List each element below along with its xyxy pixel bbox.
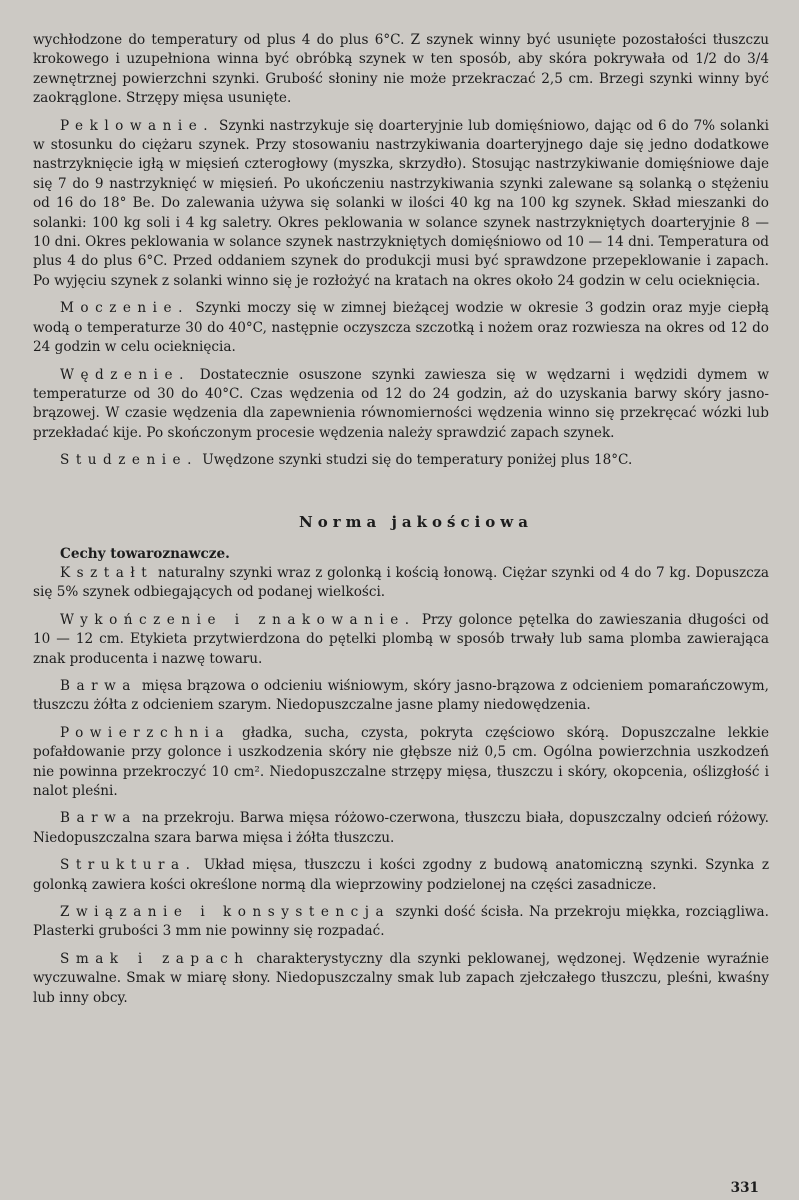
norm-text: naturalny szynki wraz z golonką i kością łonową. Ciężar szynki od 4 do 7 kg. Dopuszcza się 5% szynek odbiegających od podanej wielkości. [33, 564, 769, 601]
norm-term: Kształt [60, 564, 154, 581]
norm-paragraph [33, 724, 769, 802]
norm-text: Układ mięsa, tłuszczu i kości zgodny z budową anatomiczną szynki. Szynka z golonką zawiera kości określone normą dla wieprzowiny podzielonej na części zasadnicze. [33, 857, 769, 893]
norm-term: Barwa [60, 677, 137, 694]
paragraph-moczenie [33, 299, 769, 357]
norm-term: Powierzchnia [60, 724, 231, 741]
norm-paragraph [33, 677, 769, 716]
paragraph-peklowanie [33, 117, 769, 292]
norm-paragraph [33, 611, 769, 669]
norm-paragraph [33, 564, 769, 603]
term-studzenie: Studzenie. [60, 452, 198, 469]
norm-text: Przy golonce pętelka do zawieszania długości od 10 — 12 cm. Etykieta przytwierdzona do pętelki plombą w sposób trwały lub sama plomba zawierająca znak producenta i nazwę towaru. [33, 611, 769, 667]
norm-text: na przekroju. Barwa mięsa różowo-czerwona, tłuszczu biała, dopuszczalny odcień różowy. Niedopuszczalna szara barwa mięsa i żółta tłuszczu. [33, 810, 769, 846]
norm-text: szynki dość ścisła. Na przekroju miękka, rozciągliwa. Plasterki grubości 3 mm nie powinny się rozpadać. [33, 904, 769, 940]
norm-term: Smak i zapach [60, 950, 250, 967]
paragraph-intro-text: wychłodzone do temperatury od plus 4 do plus 6°C. Z szynek winny być usunięte pozostałości tłuszczu krokowego i uzupełniona winna być obróbką szynek w ten sposób, aby skóra pokrywała od 1/2 do 3/4 zewnętrznej powierzchni szynki. Grubość słoniny nie może przekraczać 2,5 cm. Brzegi szynki winny być zaokrąglone. Strzępy mięsa usunięte. [33, 32, 769, 107]
norm-term: Związanie i konsystencja [60, 904, 391, 921]
term-moczenie: Moczenie. [60, 300, 189, 317]
paragraph-wedzenie-text: Dostatecznie osuszone szynki zawiesza się w wędzarni i wędzidi dymem w temperaturze od 30 do 40°C. Czas wędzenia od 12 do 24 godzin, aż do uzyskania barwy skóry jasno-brązowej. W czasie wędzenia dla zapewnienia równomierności wędzenia winno się przekręcać wózki lub przekładać kije. Po skończonym procesie wędzenia należy sprawdzić zapach szynek. [33, 366, 769, 441]
term-peklowanie: Peklowanie. [60, 117, 215, 134]
norm-term: Wykończenie i znakowanie. [60, 611, 416, 628]
paragraph-intro [33, 31, 769, 109]
norm-term: Struktura. [60, 857, 197, 874]
term-wedzenie: Wędzenie. [60, 366, 190, 383]
norm-paragraph [33, 950, 769, 1008]
paragraph-studzenie-text: Uwędzone szynki studzi się do temperatury poniżej plus 18°C. [197, 452, 633, 469]
norm-text: gładka, sucha, czysta, pokryta częściowo skórą. Dopuszczalne lekkie pofałdowanie przy golonce i uszkodzenia skóry nie głębsze niż 0,5 cm. Ogólna powierzchnia uszkodzeń nie powinna przekroczyć 10 cm². Niedopuszczalne strzępy mięsa, tłuszczu i skóry, okopcenia, oślizgłość i nalot pleśni. [33, 724, 769, 799]
paragraph-studzenie [33, 451, 769, 470]
norm-paragraph [33, 903, 769, 942]
paragraph-wedzenie [33, 366, 769, 444]
norm-term: Barwa [60, 810, 137, 827]
paragraph-peklowanie-text: Szynki nastrzykuje się doarteryjnie lub domięśniowo, dając od 6 do 7% solanki w stosunku do ciężaru szynek. Przy stosowaniu nastrzykiwania doarteryjnego daje się jedno dodatkowe nastrzyknięcie igłą w mięsień czterogłowy (myszka, skrzydło). Stosując nastrzykiwanie domięśniowe daje się 7 do 9 nastrzyknięć w mięsień. Po ukończeniu nastrzykiwania szynki zalewane są solanką o stężeniu od 16 do 18° Be. Do zalewania używa się solanki w ilości 40 kg na 100 kg szynek. Skład mieszanki do solanki: 100 kg soli i 4 kg saletry. Okres peklowania w solance szynek nastrzykniętych doarteryjnie 8 — 10 dni. Okres peklowania w solance szynek nastrzykniętych domięśniowo od 10 — 14 dni. Temperatura od plus 4 do plus 6°C. Przed oddaniem szynek do produkcji musi być sprawdzone przepeklowanie i zapach. Po wyjęciu szynek z solanki winno się je rozłożyć na kratach na okres około 24 godzin w celu ocieknięcia. [33, 117, 769, 289]
paragraph-moczenie-text: Szynki moczy się w zimnej bieżącej wodzie w okresie 3 godzin oraz myje ciepłą wodą o temperaturze 30 do 40°C, następnie oczyszcza szczotką i nożem oraz rozwiesza na okres od 12 do 24 godzin w celu ocieknięcia. [33, 300, 769, 356]
norm-text: charakterystyczny dla szynki peklowanej, wędzonej. Wędzenie wyraźnie wyczuwalne. Smak w miarę słony. Niedopuszczalny smak lub zapach zjełczałego tłuszczu, pleśni, kwaśny lub inny obcy. [33, 950, 769, 1006]
norm-paragraph [33, 856, 769, 895]
norm-paragraph [33, 809, 769, 848]
section-subheading: Cechy towaroznawcze. [60, 545, 230, 562]
page-number: 331 [730, 1180, 759, 1196]
norm-text: mięsa brązowa o odcieniu wiśniowym, skóry jasno-brązowa z odcieniem pomarańczowym, tłuszczu żółta z odcieniem szarym. Niedopuszczalne jasne plamy niedowędzenia. [33, 677, 769, 714]
section-heading: Norma jakościowa [299, 512, 533, 531]
